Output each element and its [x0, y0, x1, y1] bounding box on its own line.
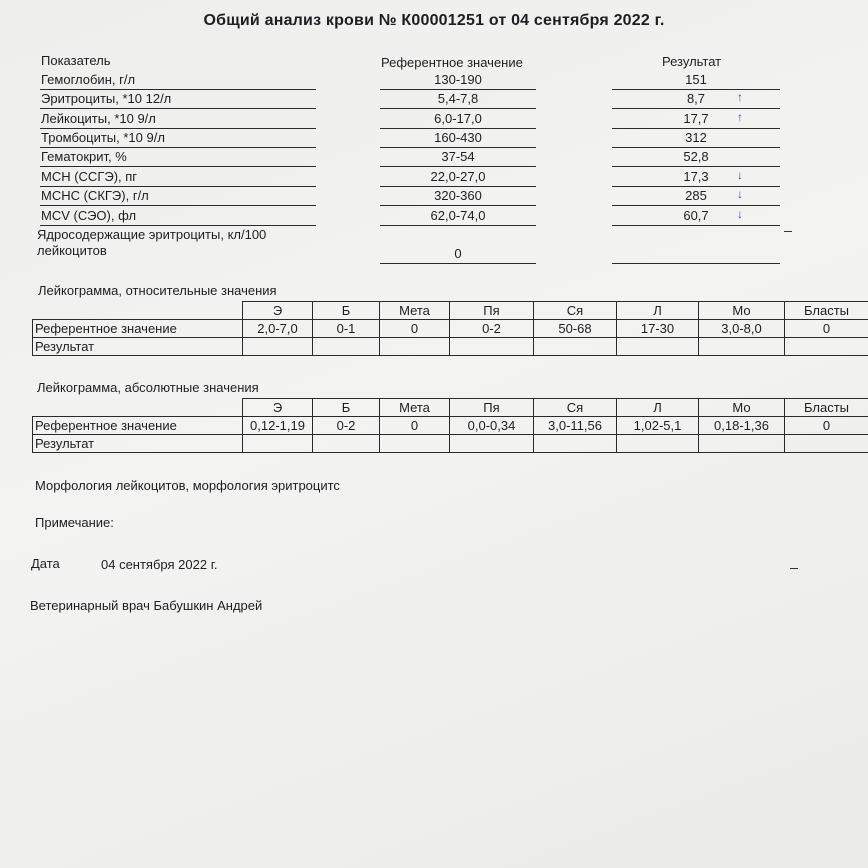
- leukogram-absolute-table: [32, 398, 868, 453]
- indicator-name: МСН (ССГЭ), пг: [41, 169, 138, 184]
- result-cell: [243, 435, 313, 453]
- result-value: 52,8: [683, 149, 709, 164]
- reference-value: 320-360: [434, 188, 482, 203]
- indicator-name: Эритроциты, *10 12/л: [41, 91, 172, 106]
- reference-value: 37-54: [441, 149, 475, 164]
- nucleated-label-line2: лейкоцитов: [37, 243, 107, 258]
- col-pya: Пя: [450, 399, 534, 417]
- ref-cell: 2,0-7,0: [243, 320, 313, 338]
- col-e: Э: [243, 399, 313, 417]
- result-cell: [450, 338, 534, 356]
- row-label-result: Результат: [33, 435, 243, 453]
- col-b: Б: [313, 399, 380, 417]
- rule-line: [40, 225, 316, 226]
- arrow-down-icon: ↓: [737, 207, 743, 221]
- result-cell: [380, 435, 450, 453]
- rule-line: [612, 108, 780, 109]
- reference-value: 6,0-17,0: [434, 111, 482, 126]
- rule-line: [380, 263, 536, 264]
- indicator-name: MCV (СЭО), фл: [41, 208, 137, 223]
- result-cell: [380, 338, 450, 356]
- result-cell: [699, 338, 785, 356]
- col-mo: Мо: [699, 302, 785, 320]
- ref-cell: 0: [785, 417, 868, 435]
- result-cell: [699, 435, 785, 453]
- col-blasts: Бласты: [785, 399, 868, 417]
- result-value: 17,3: [683, 169, 709, 184]
- rule-line: [380, 205, 536, 206]
- arrow-down-icon: ↓: [737, 168, 743, 182]
- rule-line: [612, 225, 780, 226]
- date-value: 04 сентября 2022 г.: [101, 557, 218, 572]
- ref-cell: 17-30: [617, 320, 699, 338]
- header-result: Результат: [662, 54, 722, 69]
- morphology-label: Морфология лейкоцитов, морфология эритроцитс: [35, 478, 340, 493]
- result-cell: [534, 435, 617, 453]
- result-cell: [313, 338, 380, 356]
- doctor-signature: Ветеринарный врач Бабушкин Андрей: [30, 598, 263, 613]
- table-corner: [33, 302, 243, 320]
- result-cell: [313, 435, 380, 453]
- ref-cell: 0-2: [313, 417, 380, 435]
- ref-cell: 0: [380, 417, 450, 435]
- col-l: Л: [617, 302, 699, 320]
- reference-value: 22,0-27,0: [430, 169, 486, 184]
- rule-line: [40, 128, 316, 129]
- result-value: 312: [685, 130, 707, 145]
- leukogram-relative-table: [32, 301, 868, 356]
- ref-cell: 0,0-0,34: [450, 417, 534, 435]
- result-cell: [243, 338, 313, 356]
- rule-line: [380, 166, 536, 167]
- pen-mark: [790, 568, 798, 569]
- col-pya: Пя: [450, 302, 534, 320]
- result-cell: [450, 435, 534, 453]
- rule-line: [612, 89, 780, 90]
- rule-line: [612, 205, 780, 206]
- rule-line: [380, 108, 536, 109]
- rule-line: [612, 166, 780, 167]
- col-blasts: Бласты: [785, 302, 868, 320]
- result-value: 285: [685, 188, 707, 203]
- date-label: Дата: [31, 556, 60, 571]
- row-label-reference: Референтное значение: [33, 320, 243, 338]
- rule-line: [612, 263, 780, 264]
- note-label: Примечание:: [35, 515, 114, 530]
- col-l: Л: [617, 399, 699, 417]
- reference-value: 5,4-7,8: [437, 91, 479, 106]
- rule-line: [612, 147, 780, 148]
- rule-line: [40, 147, 316, 148]
- result-cell: [534, 338, 617, 356]
- col-mo: Мо: [699, 399, 785, 417]
- col-e: Э: [243, 302, 313, 320]
- ref-cell: 3,0-8,0: [699, 320, 785, 338]
- leukogram-relative-title: Лейкограмма, относительные значения: [38, 283, 277, 298]
- ref-cell: 0,18-1,36: [699, 417, 785, 435]
- col-sya: Ся: [534, 399, 617, 417]
- rule-line: [612, 128, 780, 129]
- rule-line: [380, 186, 536, 187]
- ref-cell: 0: [785, 320, 868, 338]
- indicator-name: Гематокрит, %: [41, 149, 127, 164]
- leukogram-absolute-title: Лейкограмма, абсолютные значения: [37, 380, 259, 395]
- indicator-name: МСНС (СКГЭ), г/л: [41, 188, 149, 203]
- nucleated-reference: 0: [454, 246, 462, 261]
- col-meta: Мета: [380, 302, 450, 320]
- reference-value: 62,0-74,0: [430, 208, 486, 223]
- result-cell: [617, 338, 699, 356]
- header-reference: Референтное значение: [381, 55, 523, 70]
- ref-cell: 0,12-1,19: [243, 417, 313, 435]
- row-label-result: Результат: [33, 338, 243, 356]
- ref-cell: 50-68: [534, 320, 617, 338]
- rule-line: [40, 186, 316, 187]
- document-title: Общий анализ крови № К00001251 от 04 сентября 2022 г.: [203, 12, 665, 29]
- result-value: 151: [685, 72, 707, 87]
- arrow-up-icon: ↑: [737, 90, 743, 104]
- ref-cell: 3,0-11,56: [534, 417, 617, 435]
- result-value: 8,7: [686, 91, 706, 106]
- col-meta: Мета: [380, 399, 450, 417]
- indicator-name: Тромбоциты, *10 9/л: [41, 130, 165, 145]
- rule-line: [380, 225, 536, 226]
- ref-cell: 0: [380, 320, 450, 338]
- header-indicator: Показатель: [41, 53, 111, 68]
- col-sya: Ся: [534, 302, 617, 320]
- rule-line: [40, 89, 316, 90]
- pen-mark: [784, 231, 792, 232]
- reference-value: 130-190: [434, 72, 482, 87]
- rule-line: [380, 89, 536, 90]
- rule-line: [612, 186, 780, 187]
- result-cell: [785, 338, 868, 356]
- rule-line: [380, 147, 536, 148]
- ref-cell: 0-1: [313, 320, 380, 338]
- result-cell: [785, 435, 868, 453]
- col-b: Б: [313, 302, 380, 320]
- arrow-down-icon: ↓: [737, 187, 743, 201]
- indicator-name: Лейкоциты, *10 9/л: [41, 111, 156, 126]
- rule-line: [380, 128, 536, 129]
- ref-cell: 1,02-5,1: [617, 417, 699, 435]
- result-value: 60,7: [683, 208, 709, 223]
- rule-line: [40, 166, 316, 167]
- row-label-reference: Референтное значение: [33, 417, 243, 435]
- rule-line: [40, 108, 316, 109]
- arrow-up-icon: ↑: [737, 110, 743, 124]
- reference-value: 160-430: [434, 130, 482, 145]
- indicator-name: Гемоглобин, г/л: [41, 72, 136, 87]
- table-corner: [33, 399, 243, 417]
- rule-line: [40, 205, 316, 206]
- ref-cell: 0-2: [450, 320, 534, 338]
- result-cell: [617, 435, 699, 453]
- nucleated-label-line1: Ядросодержащие эритроциты, кл/100: [37, 227, 267, 242]
- result-value: 17,7: [683, 111, 709, 126]
